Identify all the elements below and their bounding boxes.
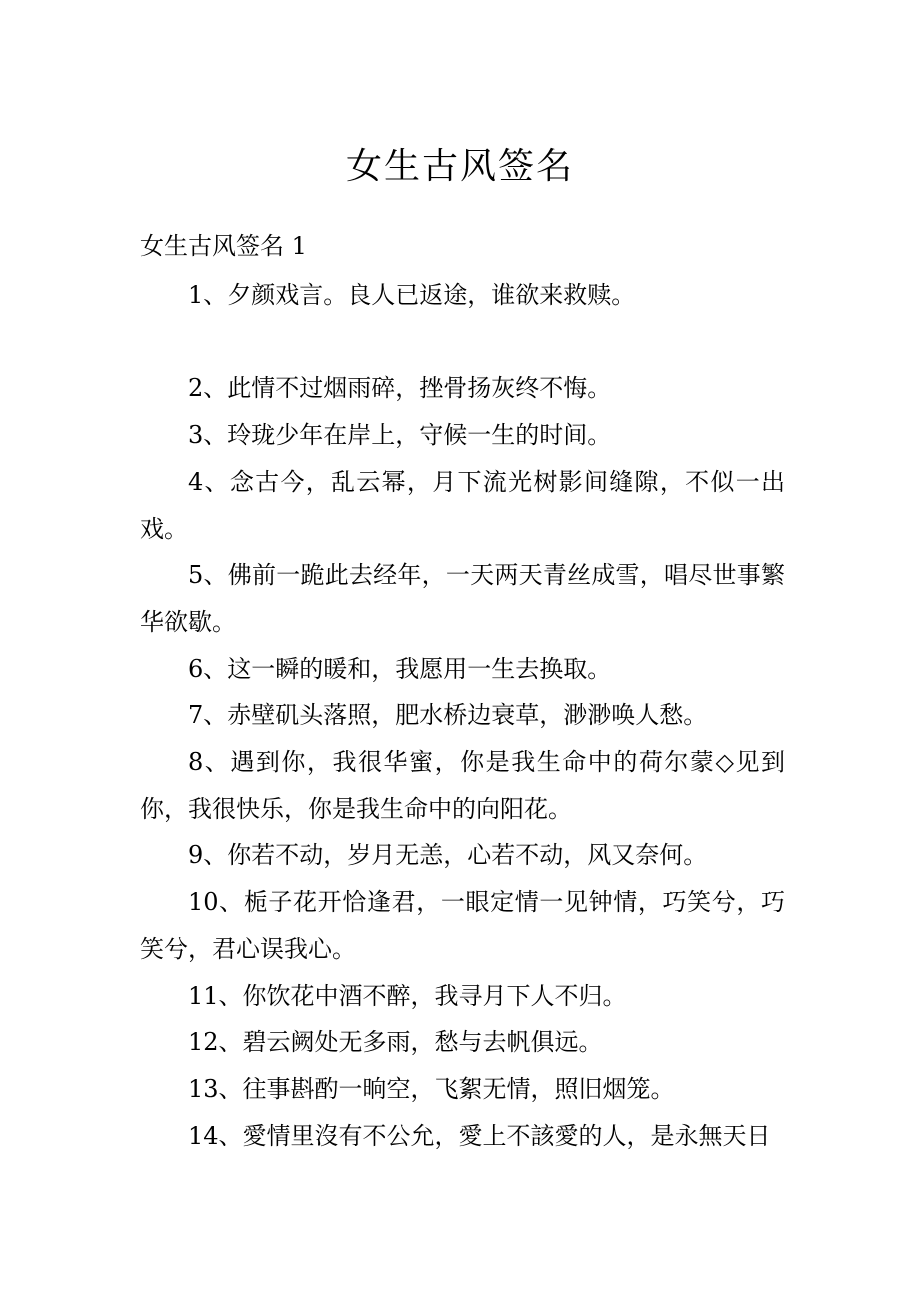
signature-item: 1、夕颜戏言。良人已返途，谁欲来救赎。	[188, 281, 636, 309]
signature-item: 5、佛前一跪此去经年，一天两天青丝成雪，唱尽世事繁华欲歇。	[140, 561, 785, 636]
section-heading: 女生古风签名 1	[140, 232, 307, 260]
signature-item: 10、栀子花开恰逢君，一眼定情一见钟情，巧笑兮，巧笑兮，君心误我心。	[140, 888, 785, 963]
signature-item: 2、此情不过烟雨碎，挫骨扬灰终不悔。	[188, 374, 612, 403]
signature-item: 13、往事斟酌一晌空，飞絮无情，照旧烟笼。	[188, 1074, 675, 1103]
signature-item: 11、你饮花中酒不醉，我寻月下人不归。	[188, 981, 627, 1010]
signature-item: 8、遇到你，我很华蜜，你是我生命中的荷尔蒙◇见到你，我很快乐，你是我生命中的向阳花。	[140, 748, 785, 823]
signature-list	[140, 272, 785, 1159]
signature-item: 12、碧云阙处无多雨，愁与去帆俱远。	[188, 1028, 603, 1057]
signature-item: 14、愛情里沒有不公允，愛上不該愛的人，是永無天日	[188, 1121, 771, 1150]
signature-item: 3、玲珑少年在岸上，守候一生的时间。	[188, 421, 612, 450]
document-title: 女生古风签名	[345, 146, 574, 187]
signature-item: 6、这一瞬的暖和，我愿用一生去换取。	[188, 654, 612, 683]
signature-item: 9、你若不动，岁月无恙，心若不动，风又奈何。	[188, 841, 708, 870]
signature-item: 7、赤壁矶头落照，肥水桥边衰草，渺渺唤人愁。	[188, 701, 708, 730]
signature-item: 4、念古今，乱云幂，月下流光树影间缝隙，不似一出戏。	[140, 467, 785, 543]
